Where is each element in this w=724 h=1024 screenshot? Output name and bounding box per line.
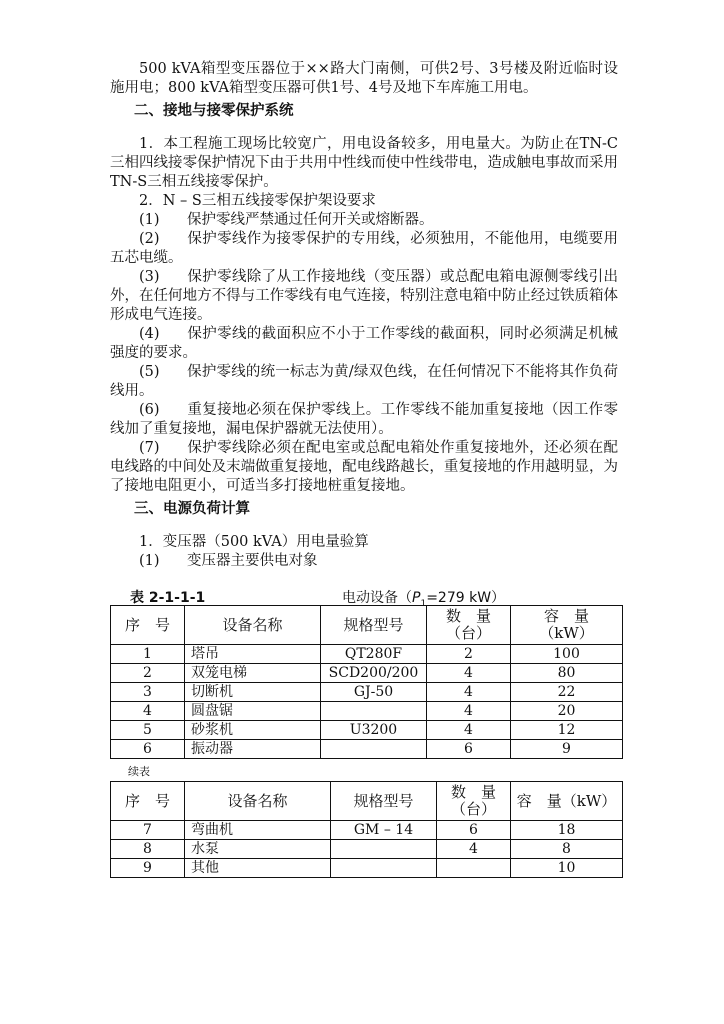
cell-index: 1	[111, 645, 185, 664]
cell-index: 5	[111, 721, 185, 740]
table-caption	[110, 585, 618, 609]
cell-capacity: 9	[511, 740, 623, 759]
header-model: 规格型号	[331, 782, 437, 821]
header-quantity: 数 量 （台）	[427, 606, 511, 645]
cell-model	[321, 702, 427, 721]
cell-index: 9	[111, 859, 185, 878]
cell-quantity: 4	[427, 683, 511, 702]
table-row	[111, 664, 623, 683]
list-item	[110, 401, 618, 439]
item-number: (2)	[139, 231, 160, 247]
cell-index: 6	[111, 740, 185, 759]
cell-capacity: 12	[511, 721, 623, 740]
cell-quantity: 2	[427, 645, 511, 664]
cell-model: QT280F	[321, 645, 427, 664]
table-title: 电动设备（$P_1=279$ kW）	[342, 590, 506, 609]
table-row	[111, 683, 623, 702]
cell-model	[331, 859, 437, 878]
item-number: (1)	[139, 553, 160, 569]
table-row	[111, 702, 623, 721]
cell-capacity: 10	[511, 859, 623, 878]
cell-name: 水泵	[185, 840, 331, 859]
cell-name: 砂浆机	[185, 721, 321, 740]
cell-quantity: 4	[427, 721, 511, 740]
cell-name: 双笼电梯	[185, 664, 321, 683]
cell-index: 8	[111, 840, 185, 859]
cell-name: 圆盘锯	[185, 702, 321, 721]
section-heading-load: 三、电源负荷计算	[134, 501, 250, 517]
cell-model	[321, 740, 427, 759]
cell-quantity: 6	[437, 821, 511, 840]
table-row	[111, 740, 623, 759]
table-header-row	[111, 782, 623, 821]
equipment-table-continued	[110, 781, 623, 878]
cell-name: 塔吊	[185, 645, 321, 664]
list-item	[110, 268, 618, 325]
table-row	[111, 840, 623, 859]
item-number: (7)	[139, 440, 160, 456]
item-text: 保护零线的截面积应不小于工作零线的截面积，同时必须满足机械强度的要求。	[110, 326, 618, 361]
cell-name: 其他	[185, 859, 331, 878]
item-text: 保护零线除了从工作接地线（变压器）或总配电箱电源侧零线引出外，在任何地方不得与工作零线有电气连接，特别注意电箱中防止经过铁质箱体形成电气连接。	[110, 269, 618, 323]
header-capacity: 容 量（kW）	[511, 782, 623, 821]
table-row	[111, 821, 623, 840]
equipment-table	[110, 605, 623, 759]
item-text: 保护零线作为接零保护的专用线，必须独用，不能他用，电缆要用五芯电缆。	[110, 231, 618, 266]
list-item	[110, 325, 618, 363]
cell-index: 7	[111, 821, 185, 840]
item-number: (5)	[139, 364, 160, 380]
header-index: 序 号	[111, 606, 185, 645]
document-page	[110, 60, 618, 878]
cell-index: 2	[111, 664, 185, 683]
cell-name: 振动器	[185, 740, 321, 759]
paragraph-2: 2．N – S三相五线接零保护架设要求	[139, 193, 376, 209]
header-name: 设备名称	[185, 782, 331, 821]
cell-quantity	[437, 859, 511, 878]
item-text: 变压器主要供电对象	[187, 553, 318, 569]
item-text: 重复接地必须在保护零线上。工作零线不能加重复接地（因工作零线加了重复接地，漏电保护器就无法使用）。	[110, 402, 618, 437]
table-row	[111, 721, 623, 740]
item-text: 保护零线严禁通过任何开关或熔断器。	[187, 212, 434, 228]
cell-name: 切断机	[185, 683, 321, 702]
item-number: (4)	[139, 326, 160, 342]
table-row	[111, 859, 623, 878]
cell-model: GM – 14	[331, 821, 437, 840]
cell-capacity: 18	[511, 821, 623, 840]
cell-name: 弯曲机	[185, 821, 331, 840]
cell-index: 4	[111, 702, 185, 721]
cell-capacity: 20	[511, 702, 623, 721]
item-text: 保护零线除必须在配电室或总配电箱处作重复接地外，还必须在配电线路的中间处及末端做重复接地，配电线路越长，重复接地的作用越明显，为了接地电阻更小，可适当多打接地桩重复接地。	[110, 440, 618, 494]
list-item	[110, 211, 618, 230]
cell-quantity: 6	[427, 740, 511, 759]
table-number: 表 2-1-1-1	[130, 590, 206, 606]
list-item	[110, 363, 618, 401]
paragraph-1: 1．本工程施工现场比较宽广，用电设备较多，用电量大。为防止在TN-C三相四线接零保护情况下由于共用中性线而使中性线带电，造成触电事故而采用TN-S三相五线接零保护。	[110, 136, 618, 190]
paragraph-3: 1．变压器（500 kVA）用电量验算	[139, 534, 369, 550]
cell-index: 3	[111, 683, 185, 702]
item-number: (1)	[139, 212, 160, 228]
table-row	[111, 645, 623, 664]
cell-quantity: 4	[427, 702, 511, 721]
list-item	[110, 439, 618, 496]
item-text: 保护零线的统一标志为黄/绿双色线，在任何情况下不能将其作负荷线用。	[110, 364, 618, 399]
header-name: 设备名称	[185, 606, 321, 645]
intro-paragraph: 500 kVA箱型变压器位于××路大门南侧，可供2号、3号楼及附近临时设施用电；800 kVA箱型变压器可供1号、4号及地下车库施工用电。	[110, 61, 618, 96]
cell-model	[331, 840, 437, 859]
cell-model: GJ-50	[321, 683, 427, 702]
item-number: (6)	[139, 402, 160, 418]
section-heading-grounding: 二、接地与接零保护系统	[134, 103, 294, 119]
table-header-row	[111, 606, 623, 645]
header-model: 规格型号	[321, 606, 427, 645]
header-quantity: 数 量 （台）	[437, 782, 511, 821]
item-number: (3)	[139, 269, 160, 285]
cell-quantity: 4	[427, 664, 511, 683]
header-index: 序 号	[111, 782, 185, 821]
paragraph-4	[110, 552, 618, 571]
cell-capacity: 22	[511, 683, 623, 702]
cell-capacity: 8	[511, 840, 623, 859]
cell-capacity: 80	[511, 664, 623, 683]
cell-capacity: 100	[511, 645, 623, 664]
cell-model: U3200	[321, 721, 427, 740]
cell-model: SCD200/200	[321, 664, 427, 683]
cell-quantity: 4	[437, 840, 511, 859]
continued-label: 续表	[128, 765, 150, 778]
header-capacity: 容 量 （kW）	[511, 606, 623, 645]
list-item	[110, 230, 618, 268]
